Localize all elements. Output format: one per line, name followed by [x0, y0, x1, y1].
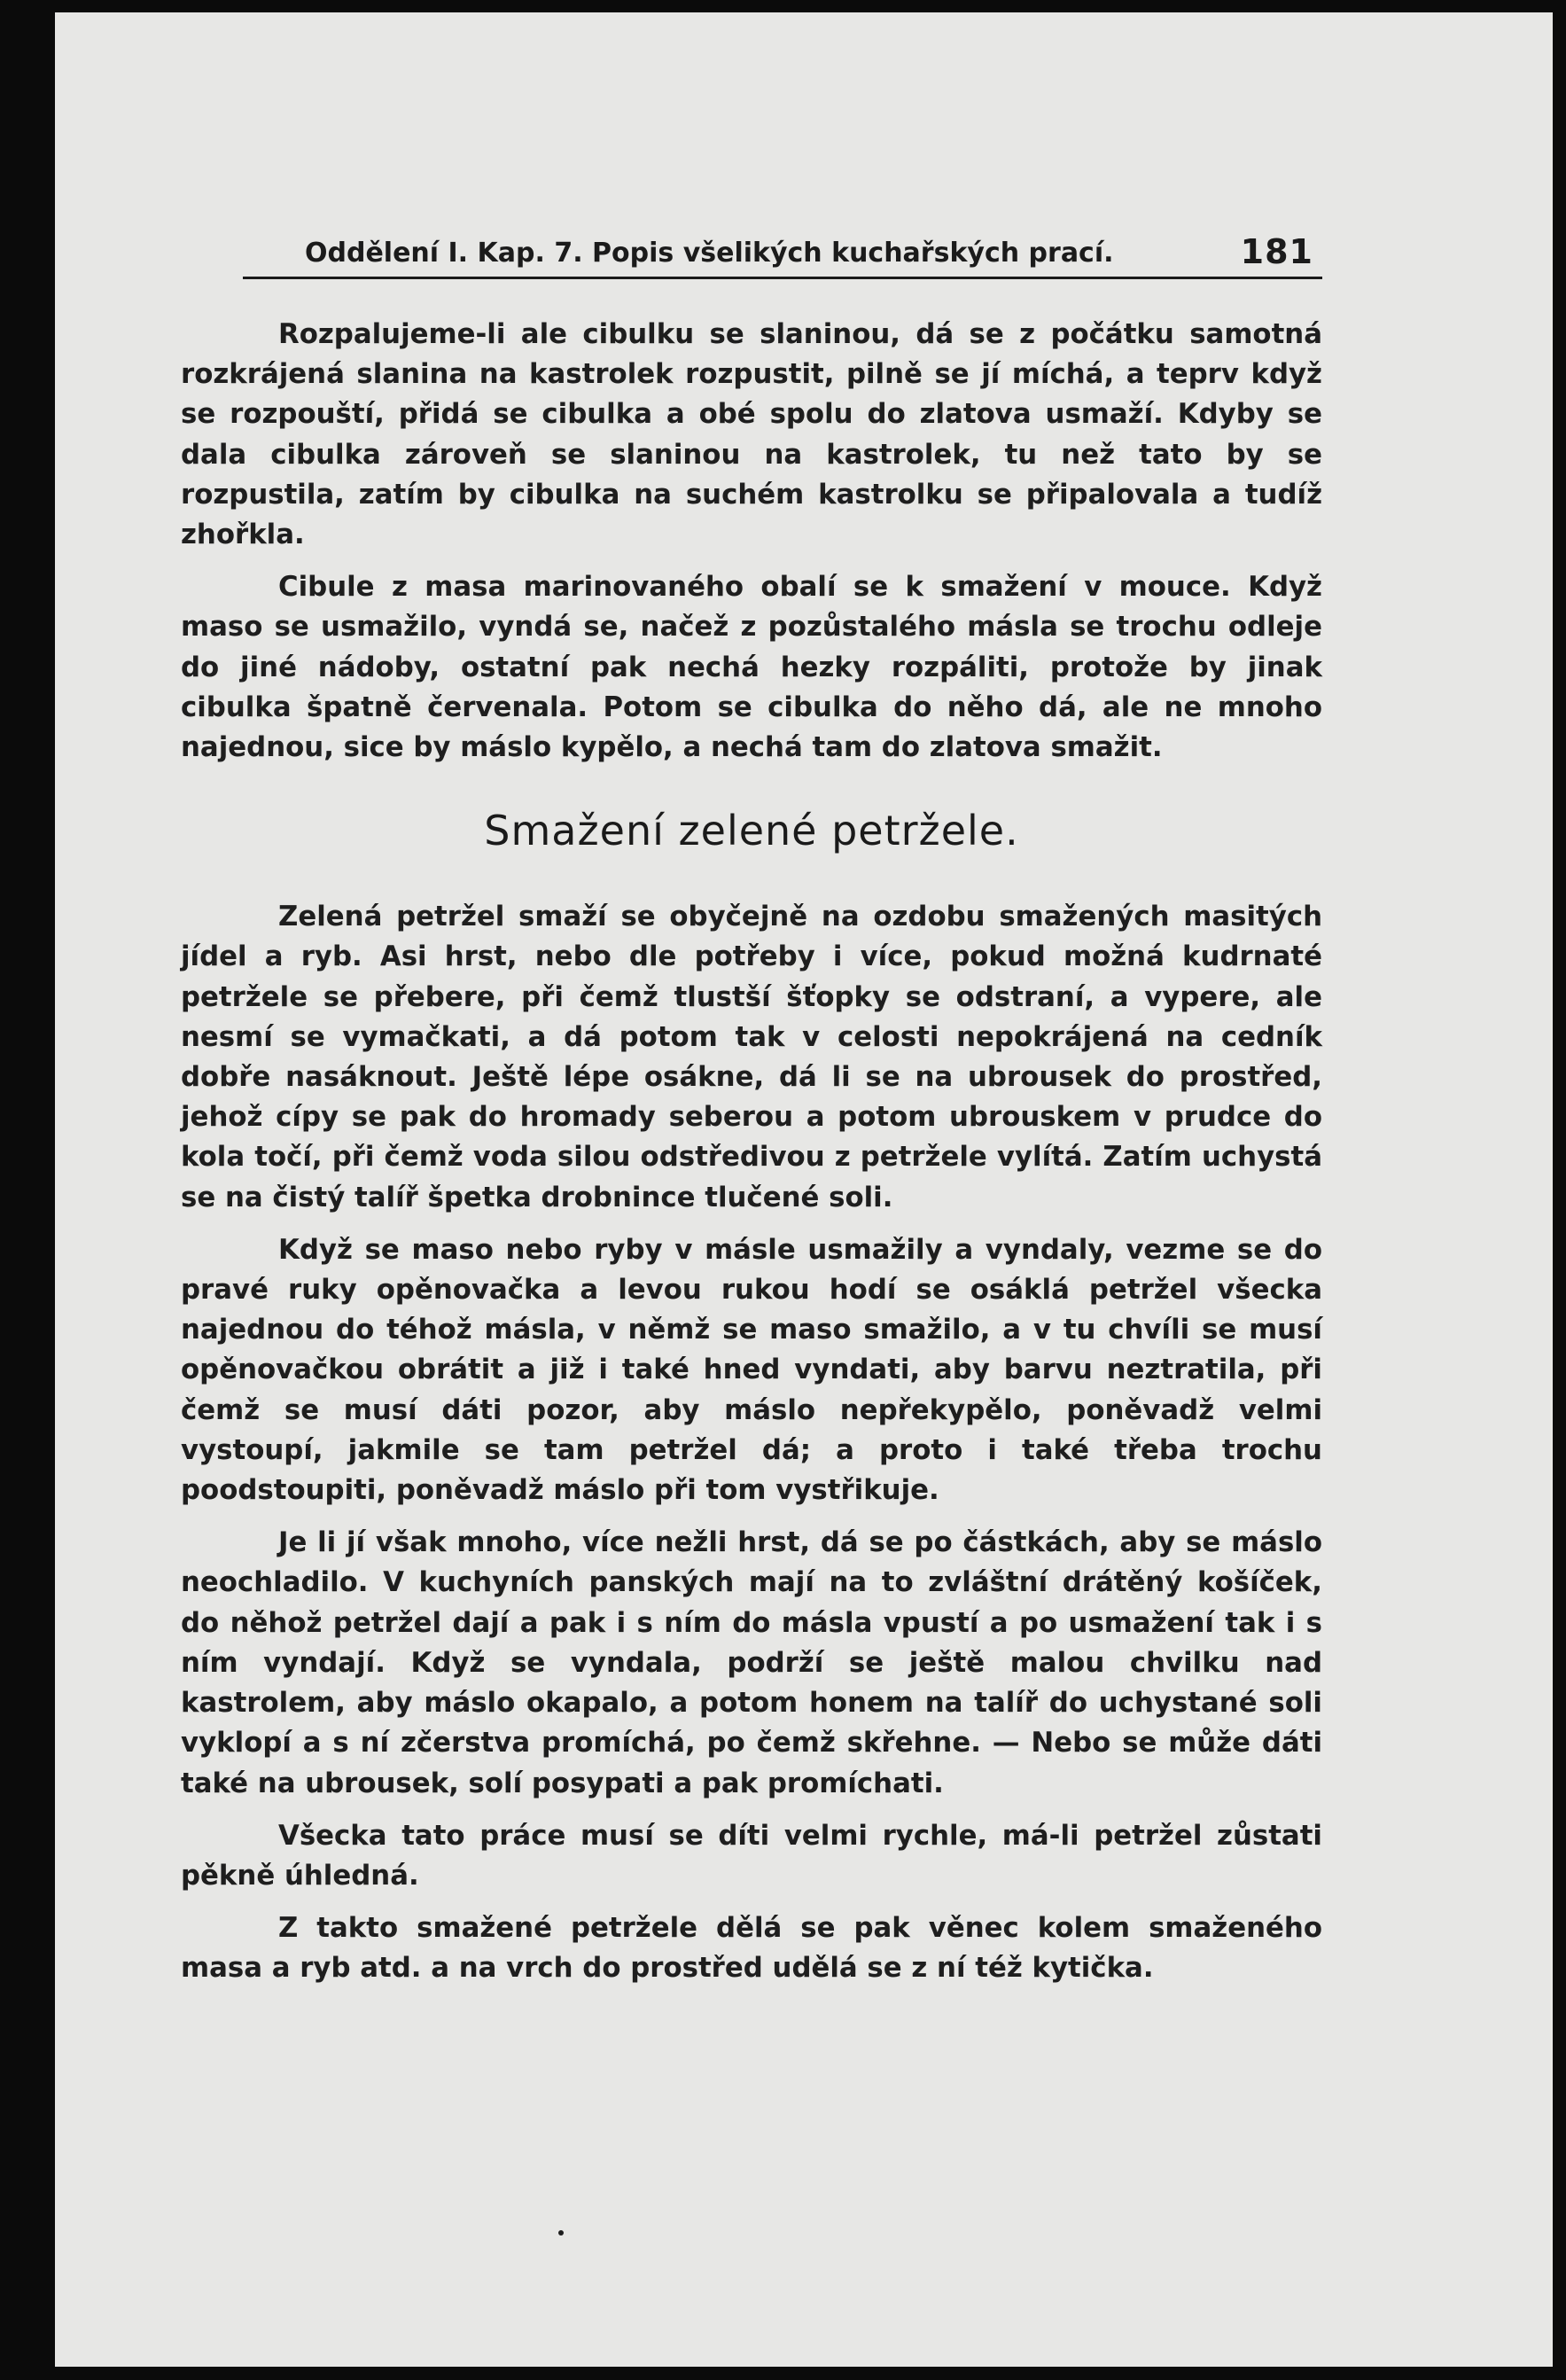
paragraph: Cibule z masa marinovaného obalí se k smažení v mouce. Když maso se usmažilo, vyndá se, načež z pozůstalého másla se trochu odleje do jiné nádoby, ostatní pak nechá hezky rozpáliti, protože by jinak cibulka špatně červenala. Potom se cibulka do něho dá, ale ne mnoho najednou, sice by máslo kypělo, a nechá tam do zlatova smažit.: [181, 571, 1322, 764]
page-number: 181: [1240, 232, 1313, 271]
paragraph: Z takto smažené petržele dělá se pak věnec kolem smaženého masa a ryb atd. a na vrch do prostřed udělá se z ní též kytička.: [181, 1912, 1322, 1985]
paragraph: Rozpalujeme-li ale cibulku se slaninou, dá se z počátku samotná rozkrájená slanina na kastrolek rozpustit, pilně se jí míchá, a teprv když se rozpouští, přidá se cibulka a obé spolu do zlatova usmaží. Kdyby se dala cibulka zároveň se slaninou na kastrolek, tu než tato by se rozpustila, zatím by cibulka na suchém kastrolku se připalovala a tudíž zhořkla.: [181, 318, 1322, 551]
page-header: [243, 232, 1322, 279]
section-title: Smažení zelené petržele.: [484, 807, 1019, 855]
ink-speck: [558, 2230, 564, 2236]
running-title: Oddělení I. Kap. 7. Popis všelikých kuchařských prací.: [305, 238, 1114, 269]
page-body: [181, 315, 1322, 2002]
paragraph: Zelená petržel smaží se obyčejně na ozdobu smažených masitých jídel a ryb. Asi hrst, nebo dle potřeby i více, pokud možná kudrnaté petržele se přebere, při čemž tlustší šťopky se odstraní, a vypere, ale nesmí se vymačkati, a dá potom tak v celosti nepokrájená na cedník dobře nasáknout. Ještě lépe osákne, dá li se na ubrousek do prostřed, jehož cípy se pak do hromady seberou a potom ubrouskem v prudce do kola točí, při čemž voda silou odstředivou z petržele vylítá. Zatím uchystá se na čistý talíř špetka drobnince tlučené soli.: [181, 901, 1322, 1213]
paragraph: Když se maso nebo ryby v másle usmažily a vyndaly, vezme se do pravé ruky opěnovačka a levou rukou hodí se osáklá petržel všecka najednou do téhož másla, v němž se maso smažilo, a v tu chvíli se musí opěnovačkou obrátit a již i také hned vyndati, aby barvu neztratila, při čemž se musí dáti pozor, aby máslo nepřekypělo, poněvadž velmi vystoupí, jakmile se tam petržel dá; a proto i také třeba trochu poodstoupiti, poněvadž máslo při tom vystřikuje.: [181, 1233, 1322, 1507]
paragraph: Je li jí však mnoho, více nežli hrst, dá se po částkách, aby se máslo neochladilo. V kuchyních panských mají na to zvláštní drátěný košíček, do něhož petržel dají a pak i s ním do másla vpustí a po usmažení tak i s ním vyndají. Když se vyndala, podrží se ještě malou chvilku nad kastrolem, aby máslo okapalo, a potom honem na talíř do uchystané soli vyklopí a s ní zčerstva promíchá, po čemž skřehne. — Nebo se může dáti také na ubrousek, solí posypati a pak promíchati.: [181, 1526, 1322, 1799]
paragraph: Všecka tato práce musí se díti velmi rychle, má-li petržel zůstati pěkně úhledná.: [181, 1819, 1322, 1892]
